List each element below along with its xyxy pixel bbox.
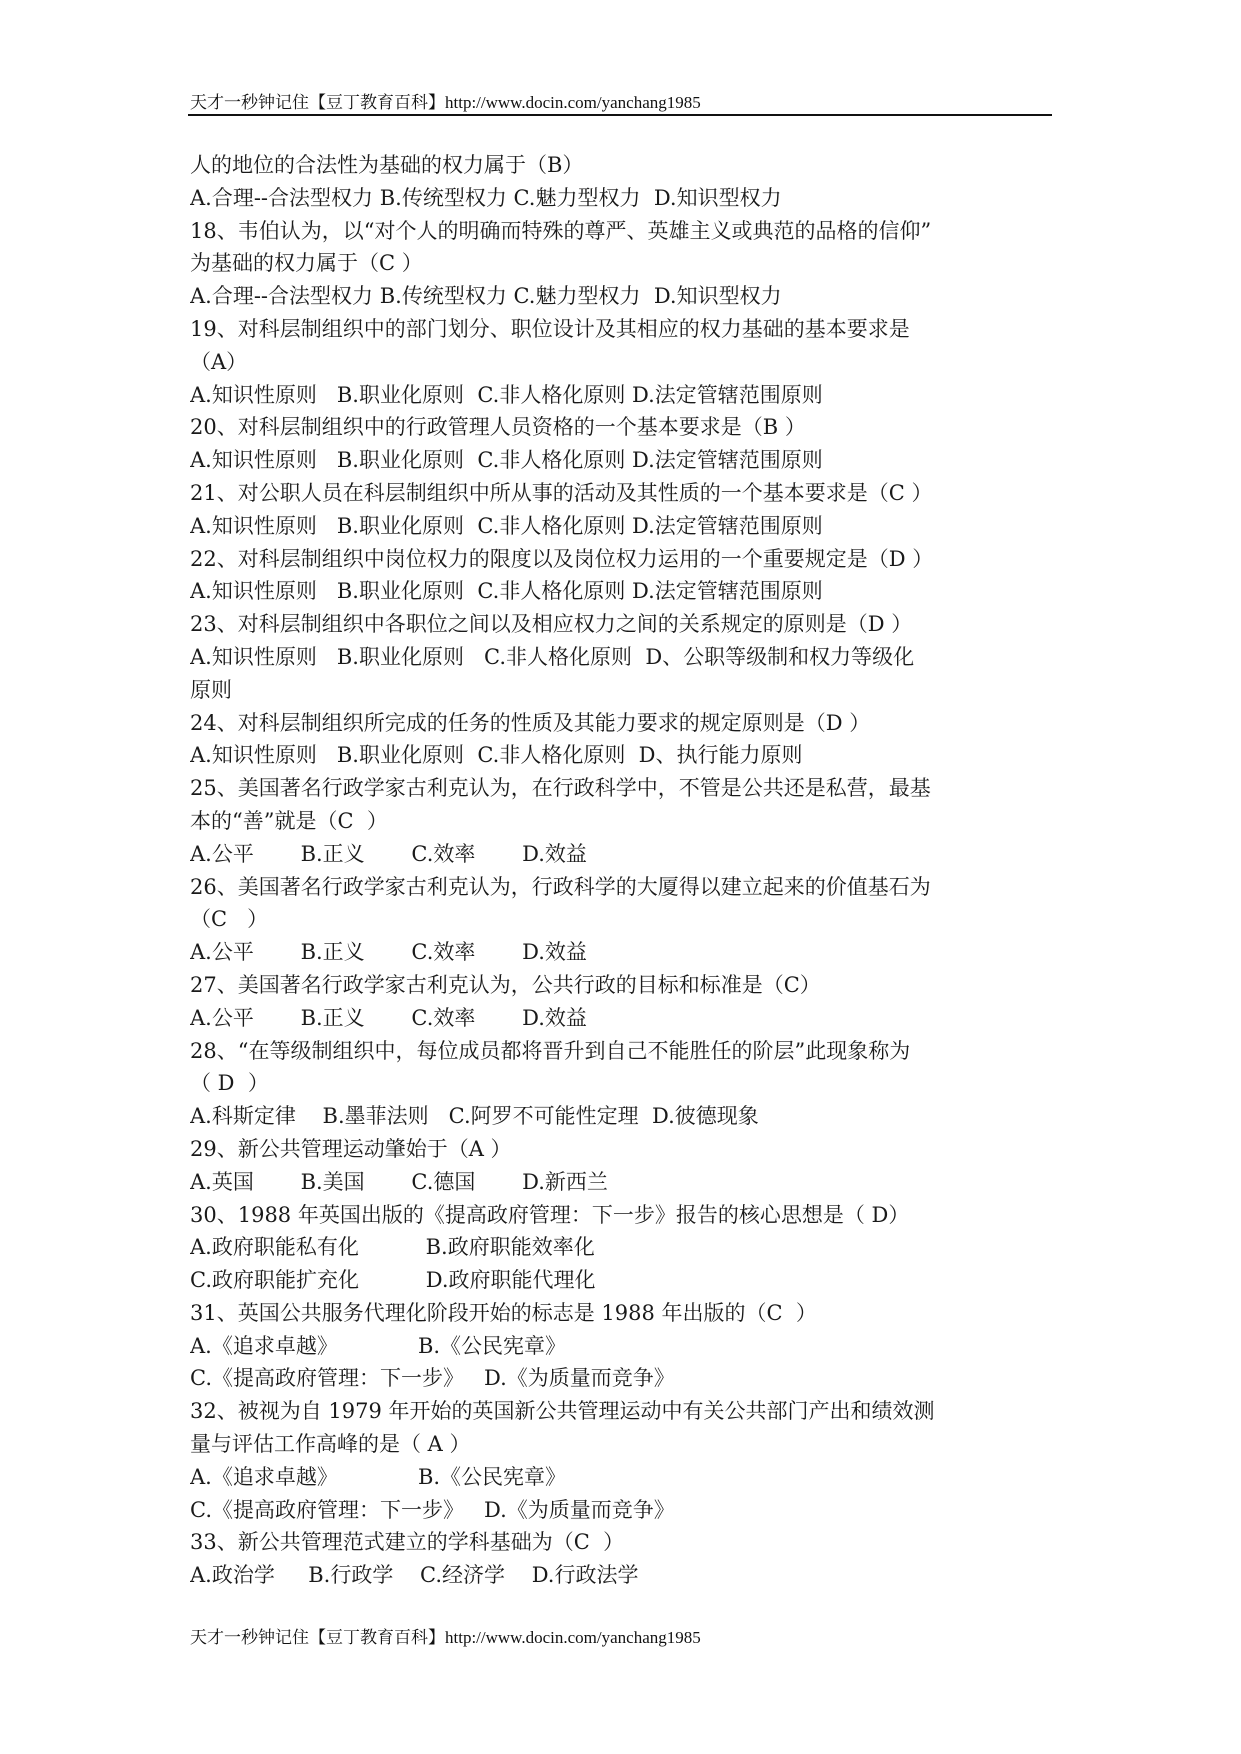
question-list — [190, 149, 1060, 1592]
text-line: A.《追求卓越》 B.《公民宪章》 — [190, 1333, 567, 1358]
text-line: A.知识性原则 B.职业化原则 C.非人格化原则 D.法定管辖范围原则 — [190, 448, 823, 473]
text-line: 27、美国著名行政学家古利克认为，公共行政的目标和标准是（C） — [190, 972, 821, 997]
text-line: A.科斯定律 B.墨菲法则 C.阿罗不可能性定理 D.彼德现象 — [190, 1104, 759, 1129]
text-line: 23、对科层制组织中各职位之间以及相应权力之间的关系规定的原则是（D ） — [190, 612, 913, 637]
text-line: A.政府职能私有化 B.政府职能效率化 — [190, 1235, 595, 1260]
text-line: A.公平 B.正义 C.效率 D.效益 — [190, 841, 587, 866]
header-divider — [188, 114, 1052, 116]
text-line: A.公平 B.正义 C.效率 D.效益 — [190, 940, 587, 965]
text-line: A.《追求卓越》 B.《公民宪章》 — [190, 1464, 567, 1489]
page-header: 天才一秒钟记住【豆丁教育百科】http://www.docin.com/yanchang1985 — [190, 93, 701, 112]
text-line: 24、对科层制组织所完成的任务的性质及其能力要求的规定原则是（D ） — [190, 710, 871, 735]
text-line: 为基础的权力属于（C ） — [190, 251, 423, 276]
text-line: 28、“在等级制组织中，每位成员都将晋升到自己不能胜任的阶层”此现象称为 — [190, 1038, 911, 1063]
text-line: 本的“善”就是（C ） — [190, 808, 388, 833]
text-line: 32、被视为自 1979 年开始的英国新公共管理运动中有关公共部门产出和绩效测 — [190, 1399, 935, 1424]
text-line: 人的地位的合法性为基础的权力属于（B） — [190, 153, 584, 177]
text-line: A.知识性原则 B.职业化原则 C.非人格化原则 D.法定管辖范围原则 — [190, 382, 823, 407]
text-line: （A） — [190, 349, 248, 374]
text-line: 30、1988 年英国出版的《提高政府管理：下一步》报告的核心思想是（ D） — [190, 1202, 910, 1227]
text-line: 18、韦伯认为，以“对个人的明确而特殊的尊严、英雄主义或典范的品格的信仰” — [190, 218, 932, 243]
text-line: A.知识性原则 B.职业化原则 C.非人格化原则 D.法定管辖范围原则 — [190, 513, 823, 538]
text-line: 原则 — [190, 677, 232, 702]
text-line: 20、对科层制组织中的行政管理人员资格的一个基本要求是（B ） — [190, 415, 806, 440]
text-line: 29、新公共管理运动肇始于（A ） — [190, 1136, 512, 1161]
text-line: 31、英国公共服务代理化阶段开始的标志是 1988 年出版的（C ） — [190, 1300, 817, 1325]
text-line: 25、美国著名行政学家古利克认为，在行政科学中，不管是公共还是私营，最基 — [190, 776, 931, 801]
text-line: A.英国 B.美国 C.德国 D.新西兰 — [190, 1169, 608, 1194]
text-line: A.公平 B.正义 C.效率 D.效益 — [190, 1005, 587, 1030]
text-line: （C ） — [190, 907, 269, 932]
text-line: C.《提高政府管理：下一步》 D.《为质量而竞争》 — [190, 1497, 675, 1522]
text-line: 21、对公职人员在科层制组织中所从事的活动及其性质的一个基本要求是（C ） — [190, 480, 933, 505]
text-line: （ D ） — [190, 1071, 269, 1096]
text-line: 19、对科层制组织中的部门划分、职位设计及其相应的权力基础的基本要求是 — [190, 316, 910, 341]
text-line: 26、美国著名行政学家古利克认为，行政科学的大厦得以建立起来的价值基石为 — [190, 874, 931, 899]
text-line: A.知识性原则 B.职业化原则 C.非人格化原则 D、执行能力原则 — [190, 743, 803, 768]
page-footer: 天才一秒钟记住【豆丁教育百科】http://www.docin.com/yanchang1985 — [190, 1628, 701, 1647]
text-line: C.《提高政府管理：下一步》 D.《为质量而竞争》 — [190, 1366, 675, 1391]
text-line: 33、新公共管理范式建立的学科基础为（C ） — [190, 1530, 625, 1555]
text-line: A.知识性原则 B.职业化原则 C.非人格化原则 D、公职等级制和权力等级化 — [190, 644, 915, 669]
text-line: A.政治学 B.行政学 C.经济学 D.行政法学 — [190, 1563, 639, 1588]
text-line: 22、对科层制组织中岗位权力的限度以及岗位权力运用的一个重要规定是（D ） — [190, 546, 934, 571]
text-line: A.合理--合法型权力 B.传统型权力 C.魅力型权力 D.知识型权力 — [190, 284, 782, 309]
text-line: A.合理--合法型权力 B.传统型权力 C.魅力型权力 D.知识型权力 — [190, 185, 782, 210]
text-line: A.知识性原则 B.职业化原则 C.非人格化原则 D.法定管辖范围原则 — [190, 579, 823, 604]
text-line: C.政府职能扩充化 D.政府职能代理化 — [190, 1268, 596, 1293]
text-line: 量与评估工作高峰的是（ A ） — [190, 1432, 471, 1457]
